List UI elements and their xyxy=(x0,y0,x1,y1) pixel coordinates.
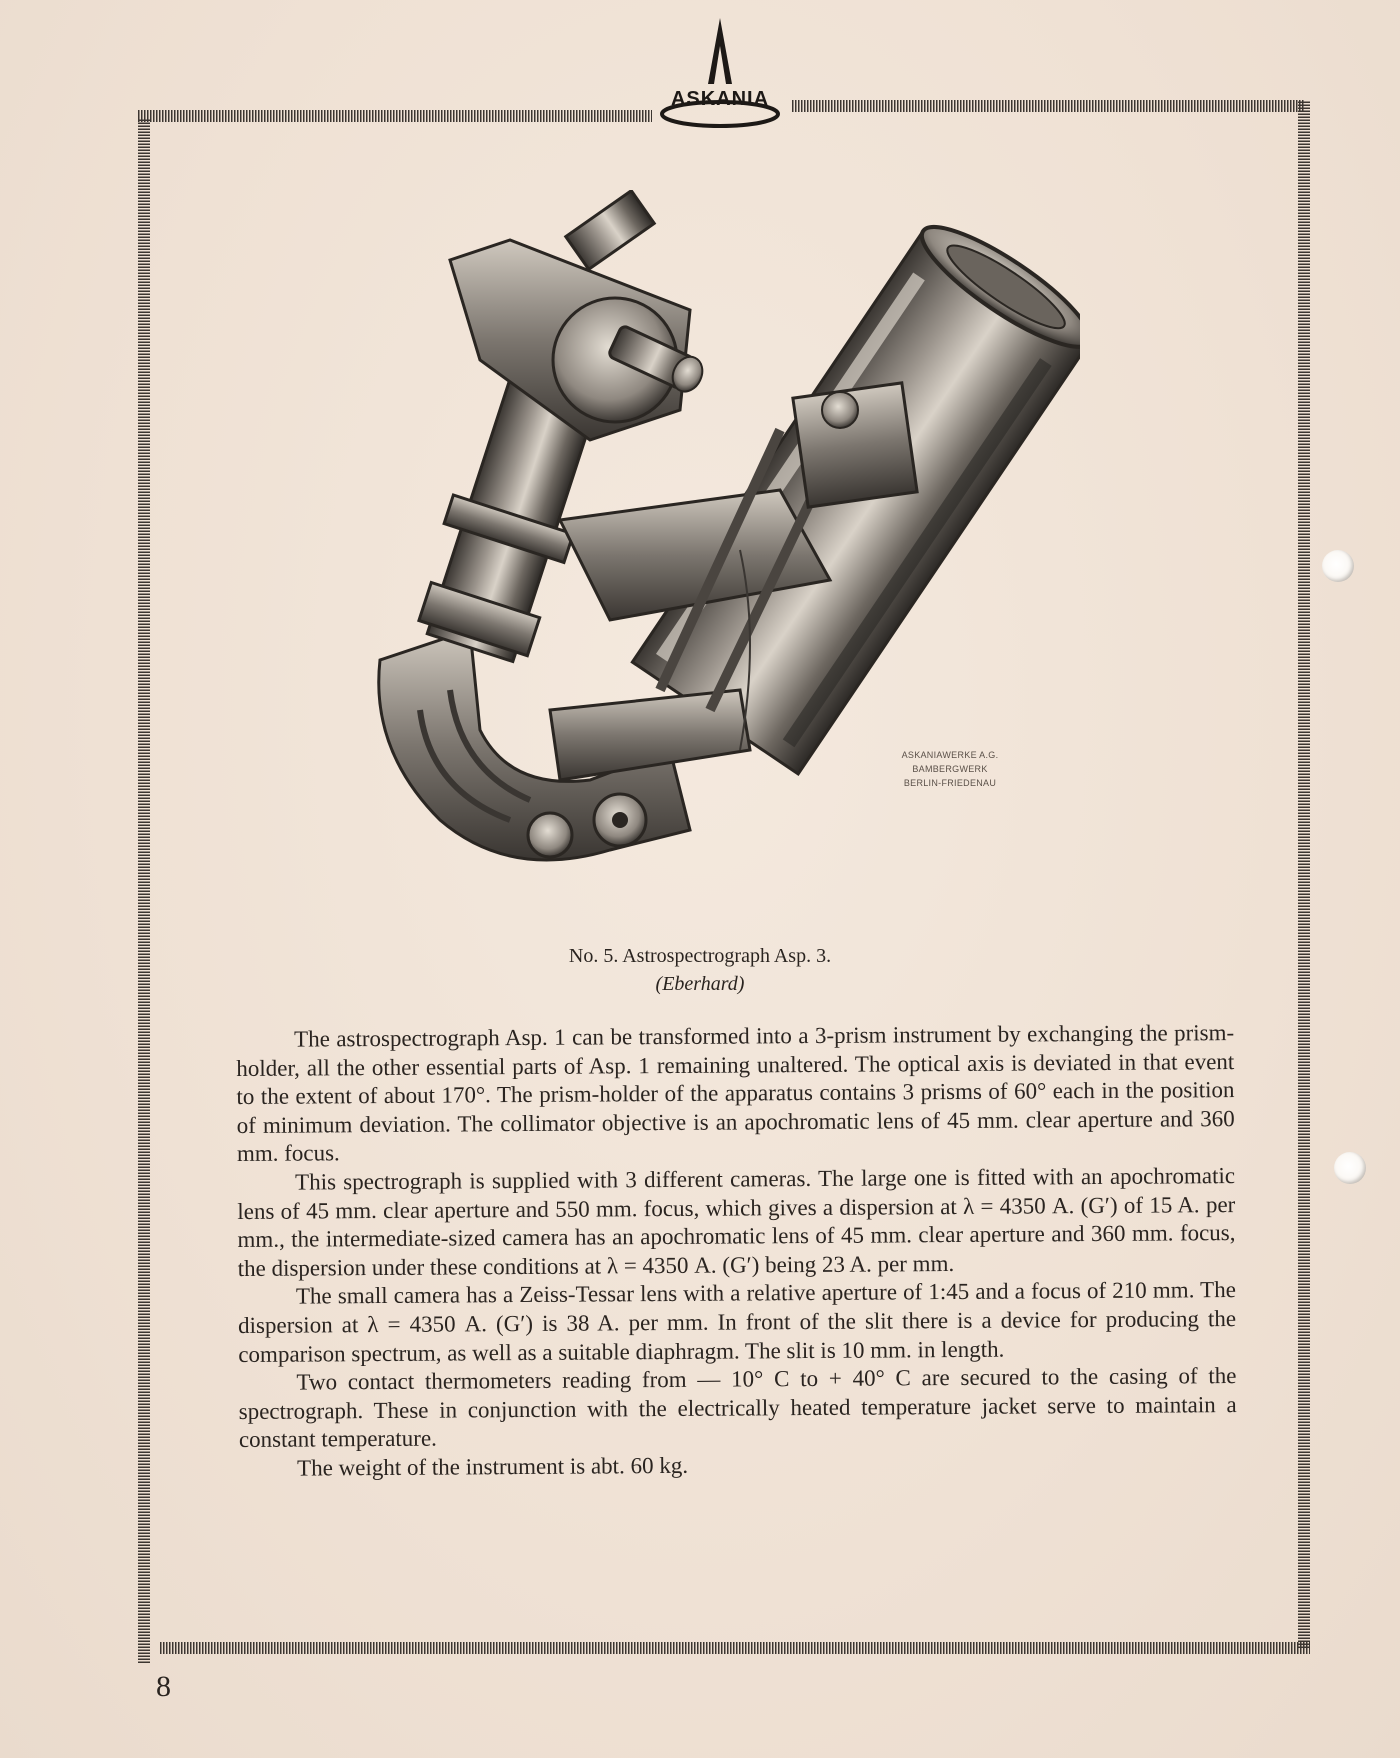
paragraph: Two contact thermometers reading from — 10° C to + 40° C are secured to the casing of the spectrograph. These in conjunction with the electrically heated temperature jacket serve to maintain a constant temperature. xyxy=(238,1363,1237,1453)
paragraph: The small camera has a Zeiss-Tessar lens with a relative aperture of 1:45 and a focus of 210 mm. The dispersion at λ = 4350 A. (G′) is 38 A. per mm. In front of the slit there is a device for producing the comparison spectrum, as well as a suitable diaphragm. The slit is 10 mm. in length. xyxy=(238,1277,1237,1367)
frame-left xyxy=(138,118,150,1663)
binder-hole xyxy=(1322,550,1354,582)
paragraph: The astrospectrograph Asp. 1 can be transformed into a 3-prism instrument by exchanging the prism-holder, all the other essential parts of Asp. 1 remaining unaltered. The optical axis is deviated in that event to the extent of about 170°. The prism-holder of the apparatus contains 3 prisms of 60° each in the position of minimum deviation. The collimator objective is an apochromatic lens of 45 mm. clear aperture and 360 mm. focus. xyxy=(236,1020,1235,1167)
binder-hole xyxy=(1334,1152,1366,1184)
photo-credit xyxy=(890,748,1010,790)
frame-top-left xyxy=(138,110,652,122)
page-number: 8 xyxy=(156,1670,171,1703)
frame-right xyxy=(1298,100,1310,1648)
logo-emblem-icon xyxy=(650,14,790,134)
astrospectrograph-photo xyxy=(360,190,1080,910)
figure-caption xyxy=(400,942,1000,998)
body-text xyxy=(236,1019,1237,1483)
photo-credit-line: ASKANIAWERKE A.G. xyxy=(901,750,999,760)
caption-author: (Eberhard) xyxy=(655,973,745,995)
paragraph: The weight of the instrument is abt. 60 kg. xyxy=(296,1452,689,1481)
askania-logo xyxy=(650,14,790,134)
photo-credit-line: BAMBERGWERK xyxy=(912,764,988,774)
logo-text: ASKANIA xyxy=(670,88,770,110)
paragraph: This spectrograph is supplied with 3 different cameras. The large one is fitted with an apochromatic lens of 45 mm. clear aperture and 550 mm. focus, which gives a dispersion at λ = 4350 A. (G′) of 15 A. per mm., the intermediate-sized camera has an apochromatic lens of 45 mm. clear aperture and 360 mm. focus, the dispersion under these conditions at λ = 4350 A. (G′) being 23 A. per mm. xyxy=(237,1162,1236,1281)
frame-bottom xyxy=(160,1642,1310,1654)
frame-top-right xyxy=(792,100,1304,112)
photo-credit-line: BERLIN-FRIEDENAU xyxy=(903,778,997,788)
caption-title: No. 5. Astrospectrograph Asp. 3. xyxy=(568,945,832,967)
